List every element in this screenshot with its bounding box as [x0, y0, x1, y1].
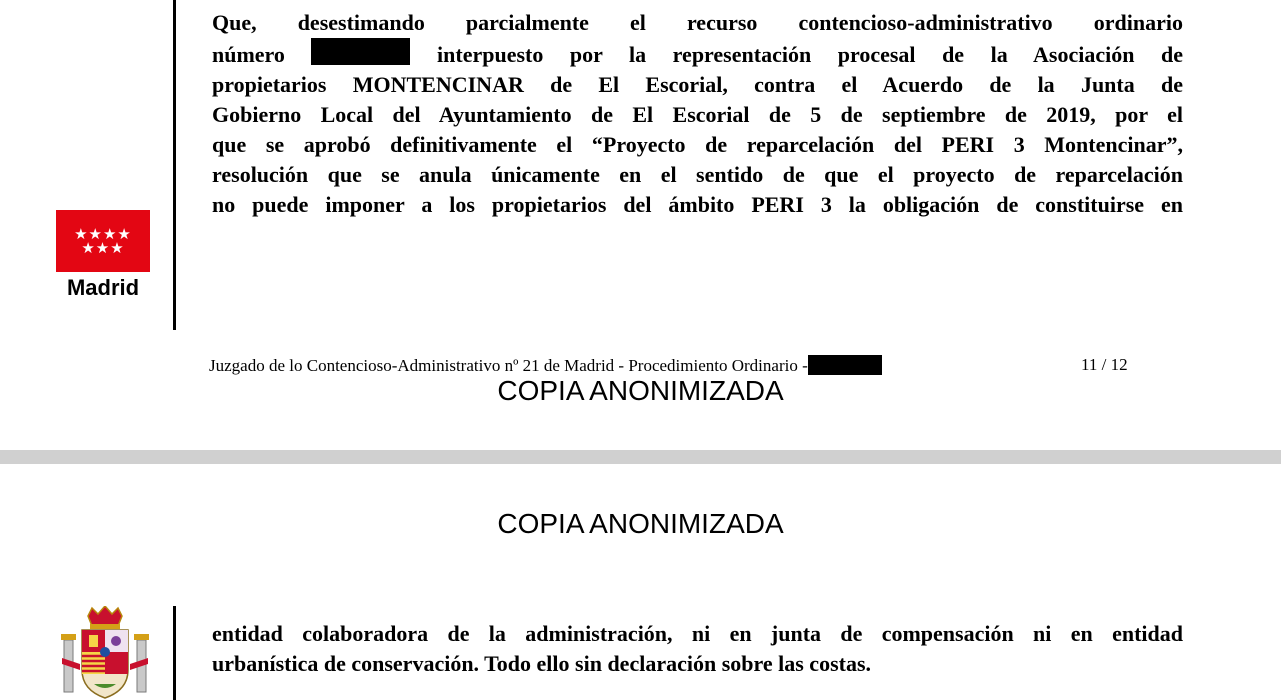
- redacted-case-number: [311, 38, 410, 65]
- paragraph-line: Que, desestimando parcialmente el recurso contencioso-administrativo ordinario: [212, 10, 1183, 35]
- paragraph-line: urbanística de conservación. Todo ello sin declaración sobre las costas.: [212, 651, 872, 676]
- logo-label: Madrid: [66, 275, 140, 300]
- paragraph-line: no puede imponer a los propietarios del ámbito PERI 3 la obligación de constituirse en: [212, 192, 1183, 217]
- ruling-paragraph-continued: [212, 619, 1183, 679]
- page-number: 11 / 12: [1081, 355, 1128, 374]
- paragraph-line: propietarios MONTENCINAR de El Escorial, contra el Acuerdo de la Junta de: [212, 72, 1183, 97]
- redacted-procedure-number: [808, 355, 882, 375]
- spain-coat-of-arms-icon: [58, 606, 152, 700]
- ruling-paragraph: [212, 8, 1183, 220]
- anonymized-watermark: COPIA ANONIMIZADA: [497, 375, 784, 406]
- paragraph-line: número interpuesto por la representación procesal de la Asociación de: [212, 38, 1183, 70]
- paragraph-line: Gobierno Local del Ayuntamiento de El Escorial de 5 de septiembre de 2019, por el: [212, 102, 1183, 127]
- paragraph-line: que se aprobó definitivamente el “Proyecto de reparcelación del PERI 3 Montencinar”,: [212, 132, 1183, 157]
- paragraph-line: entidad colaboradora de la administración, ni en junta de compensación ni en entidad: [212, 621, 1183, 646]
- flag-stars: ★★★★: [74, 225, 132, 243]
- comunidad-madrid-logo: [56, 210, 150, 301]
- margin-rule: [173, 606, 176, 700]
- margin-rule: [173, 0, 176, 330]
- page-separator: [0, 450, 1281, 464]
- page-footer: Juzgado de lo Contencioso-Administrativo nº 21 de Madrid - Procedimiento Ordinario -: [209, 355, 882, 376]
- paragraph-line: resolución que se anula únicamente en el sentido de que el proyecto de reparcelación: [212, 162, 1183, 187]
- anonymized-watermark: COPIA ANONIMIZADA: [497, 508, 784, 539]
- madrid-flag-icon: ★★★★ ★★★: [56, 210, 150, 272]
